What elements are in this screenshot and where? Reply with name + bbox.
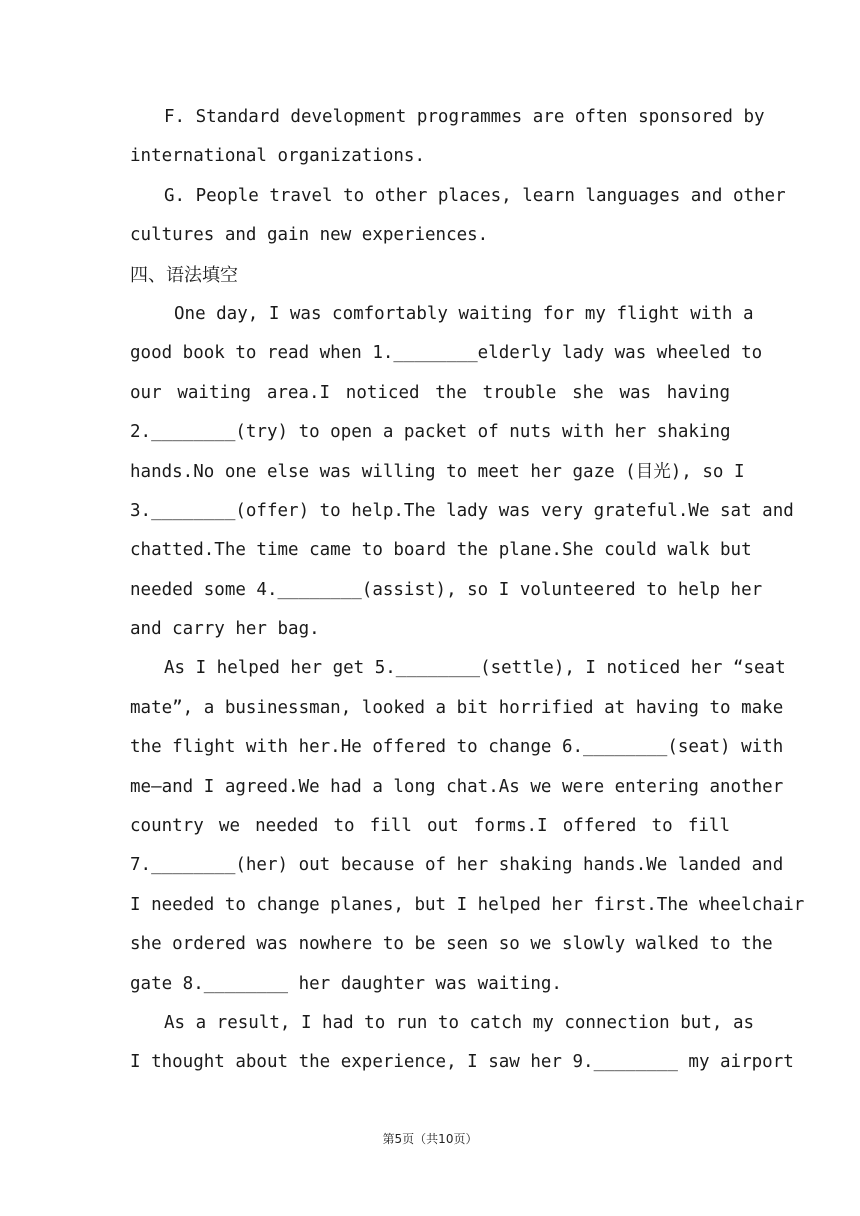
passage-p2-line: country we needed to fill out forms.I offered to fill xyxy=(130,816,730,837)
passage-p1-line: chatted.The time came to board the plane.She could walk but xyxy=(130,540,752,561)
passage-p1-line: good book to read when 1.________elderly lady was wheeled to xyxy=(130,343,763,364)
passage-p1-line: One day, I was comfortably waiting for my flight with a xyxy=(174,303,754,324)
passage-p1-line: 2.________(try) to open a packet of nuts with her shaking xyxy=(130,422,731,443)
passage-p3-line: As a result, I had to run to catch my connection but, as xyxy=(164,1012,755,1033)
page-content xyxy=(130,98,805,1083)
passage-p2-line: 7.________(her) out because of her shaking hands.We landed and xyxy=(130,855,784,876)
option-g-line-2: cultures and gain new experiences. xyxy=(130,225,489,246)
passage-p2-line: As I helped her get 5.________(settle), I noticed her “seat xyxy=(164,658,786,679)
passage-p1-line: 3.________(offer) to help.The lady was very grateful.We sat and xyxy=(130,500,794,521)
passage-p2-line: mate”, a businessman, looked a bit horrified at having to make xyxy=(130,697,784,718)
option-f-line-2: international organizations. xyxy=(130,146,426,167)
page-footer: 第5页（共10页） xyxy=(382,1132,478,1146)
passage-p3-line: I thought about the experience, I saw her 9.________ my airport xyxy=(130,1052,794,1073)
section-heading: 四、语法填空 xyxy=(130,264,238,286)
option-g-line-1: G. People travel to other places, learn languages and other xyxy=(164,185,786,206)
passage-p2-line: the flight with her.He offered to change 6.________(seat) with xyxy=(130,737,784,758)
passage-p2-line: she ordered was nowhere to be seen so we slowly walked to the xyxy=(130,934,773,955)
option-f-line-1: F. Standard development programmes are often sponsored by xyxy=(164,107,765,127)
passage-p1-line: and carry her bag. xyxy=(130,619,320,640)
passage-p2-line: I needed to change planes, but I helped her first.The wheelchair xyxy=(130,894,805,915)
passage-p2-line: gate 8.________ her daughter was waiting. xyxy=(130,973,562,994)
passage-p1-line: hands.No one else was willing to meet her gaze (目光), so I xyxy=(130,461,745,482)
passage-p1-line: needed some 4.________(assist), so I volunteered to help her xyxy=(130,579,763,600)
passage-p2-line: me—and I agreed.We had a long chat.As we were entering another xyxy=(130,776,784,797)
passage-p1-line: our waiting area.I noticed the trouble she was having xyxy=(130,382,730,403)
